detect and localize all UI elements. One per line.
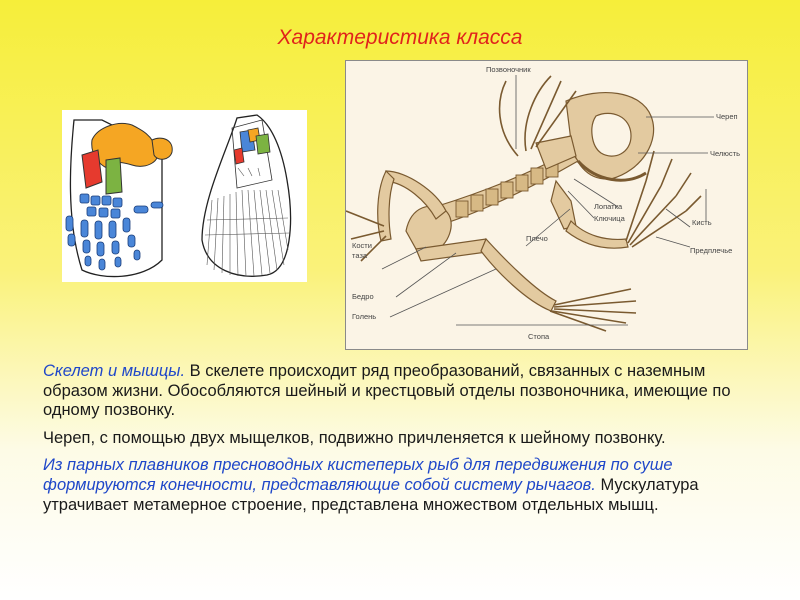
label-clavicle: Ключица <box>594 214 625 223</box>
label-hand: Кисть <box>692 218 712 227</box>
paragraph-skull: Череп, с помощью двух мыщелков, подвижно причленяется к шейному позвонку. <box>43 428 666 447</box>
paragraph-limbs-rest: Мускулатура утрачивает метамерное строение, представлена множеством отдельных мышц. <box>43 475 699 514</box>
paragraph-skeleton-lead: Скелет и мышцы. <box>43 362 186 380</box>
paragraph-limbs-lead: Из парных плавников пресноводных кистеперых рыб для передвижения по суше формируются конечности, представляющие собой систему рычагов. <box>43 456 673 494</box>
label-skull: Череп <box>716 112 738 121</box>
frog-skeleton-drawing <box>346 76 701 331</box>
frog-skeleton-svg <box>346 61 747 349</box>
label-femur: Бедро <box>352 292 374 301</box>
label-forearm: Предплечье <box>690 246 733 255</box>
label-scapula: Лопатка <box>594 202 623 211</box>
label-pelvis-line1: Кости <box>352 241 372 250</box>
limb-comparison-svg <box>62 110 307 282</box>
slide-title: Характеристика класса <box>277 26 523 49</box>
label-foot: Стопа <box>528 332 550 341</box>
limb-comparison-illustration <box>62 110 307 282</box>
label-shoulder: Плечо <box>526 234 548 243</box>
tetrapod-limb <box>66 120 172 277</box>
slide-body-text <box>43 362 765 523</box>
paragraph-skeleton <box>43 362 765 421</box>
fish-fin <box>202 115 290 276</box>
label-shin: Голень <box>352 312 377 321</box>
label-spine: Позвоночник <box>486 65 531 74</box>
label-pelvis-line2: таза <box>352 251 368 260</box>
paragraph-limbs <box>43 456 765 515</box>
paragraph-skeleton-rest: В скелете происходит ряд преобразований, связанных с наземным образом жизни. Обособляются шейный и крестцовый отделы позвоночника, имеющие по одному позвонку. <box>43 362 731 420</box>
label-jaw: Челюсть <box>710 149 741 158</box>
frog-skeleton-figure <box>345 60 748 350</box>
